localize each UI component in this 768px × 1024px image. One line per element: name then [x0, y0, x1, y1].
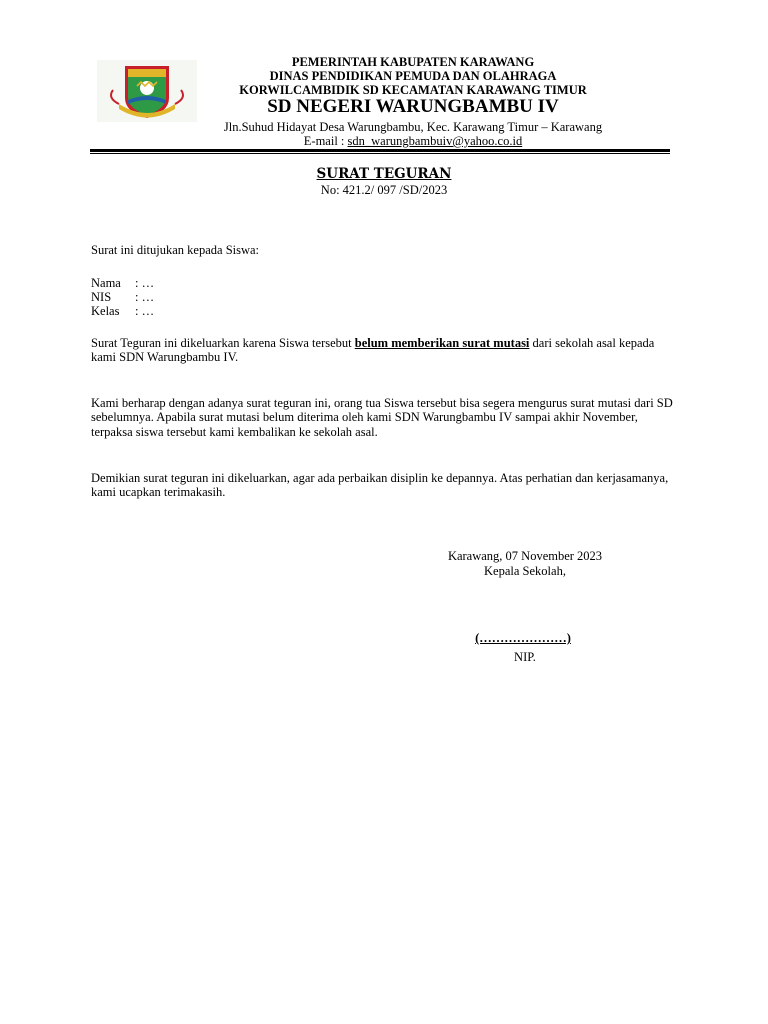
emphasis-text: belum memberikan surat mutasi: [354, 336, 530, 350]
paragraph-text: Surat Teguran ini dikeluarkan karena Siswa tersebut: [91, 336, 355, 350]
letter-number: No: 421.2/ 097 /SD/2023: [320, 183, 448, 197]
header-department: DINAS PENDIDIKAN PEMUDA DAN OLAHRAGA: [269, 69, 557, 83]
paragraph-reason: [91, 336, 676, 365]
field-value: : …: [135, 276, 155, 290]
field-label: NIS: [91, 290, 112, 304]
paragraph-closing: Demikian surat teguran ini dikeluarkan, agar ada perbaikan disiplin ke depannya. Atas perhatian dan kerjasamanya, kami ucapkan terimakasih.: [91, 471, 669, 500]
field-label: Kelas: [91, 304, 120, 318]
header-government: PEMERINTAH KABUPATEN KARAWANG: [291, 55, 535, 69]
field-label: Nama: [91, 276, 121, 290]
email-label: E-mail :: [303, 134, 348, 148]
header-divider-thick: [90, 149, 670, 152]
paragraph-text: dari sekolah asal kepada kami SDN Warungbambu IV.: [91, 336, 655, 365]
letter-intro: Surat ini ditujukan kepada Siswa:: [91, 243, 260, 257]
paragraph-request: Kami berharap dengan adanya surat teguran ini, orang tua Siswa tersebut bisa segera mengurus surat mutasi dari SD sebelumnya. Apabila surat mutasi belum diterima oleh kami SDN Warungbambu IV sampai akhir November, terpaksa siswa tersebut kami kembalikan ke sekolah asal.: [91, 396, 673, 439]
school-name: SD NEGERI WARUNGBAMBU IV: [267, 96, 559, 117]
signature-position: Kepala Sekolah,: [484, 564, 566, 578]
school-email-line: [150, 134, 676, 148]
header-divider-thin: [90, 153, 670, 154]
header-korwil: KORWILCAMBIDIK SD KECAMATAN KARAWANG TIMUR: [239, 83, 587, 97]
signature-name: (…………………): [475, 631, 571, 645]
field-row-nama: [91, 276, 154, 290]
school-address: Jln.Suhud Hidayat Desa Warungbambu, Kec. Karawang Timur – Karawang: [223, 120, 603, 134]
email-link[interactable]: sdn_warungbambuiv@yahoo.co.id: [347, 134, 523, 148]
field-row-nis: [91, 290, 154, 304]
signature-nip: NIP.: [514, 650, 536, 664]
letter-title: SURAT TEGURAN: [316, 166, 452, 182]
field-value: : …: [135, 290, 155, 304]
field-value: : …: [135, 304, 155, 318]
field-row-kelas: [91, 304, 154, 318]
signature-place-date: Karawang, 07 November 2023: [447, 549, 603, 563]
